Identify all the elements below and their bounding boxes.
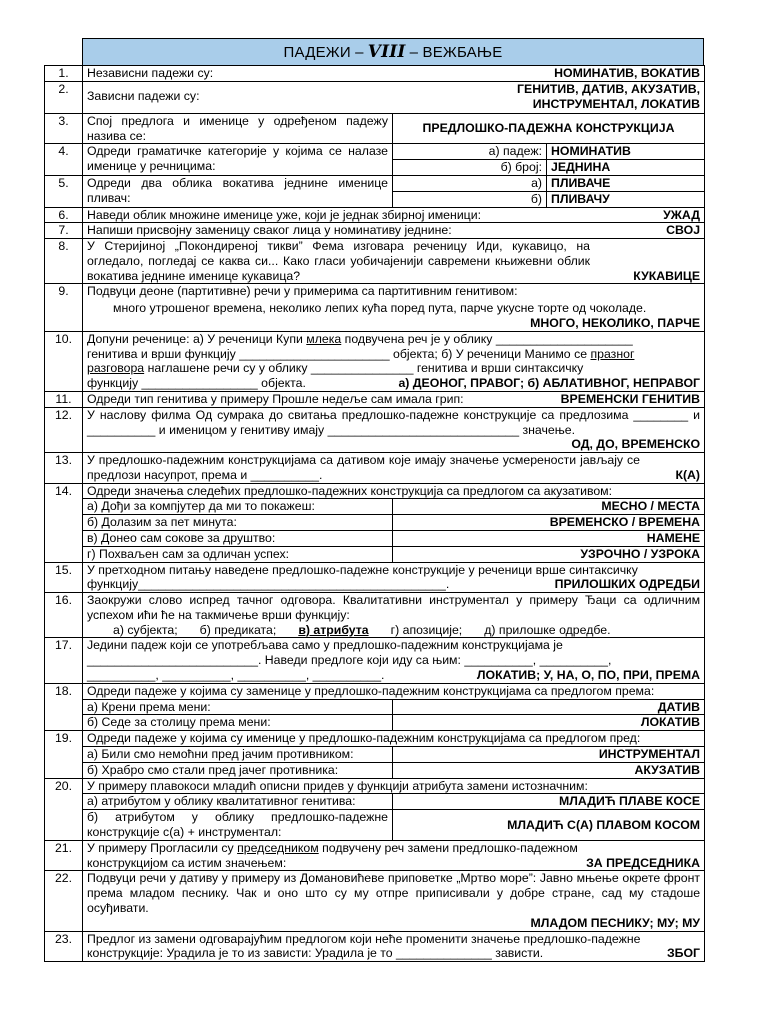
table-row: 10. Допуни реченице: а) У реченици Купи млека подвучена реч је у облику ____________________ генитива и врши функцију ______________________ објекта; б) У реченици Манимо се празног разговора наглашене речи су у облику _______________ генитива и врши синтаксичку функцију _________________ објекта. а) ДЕОНОГ, ПРАВОГ; б) АБЛАТИВНОГ, НЕПРАВОГ (45, 331, 705, 391)
table-row (45, 762, 705, 778)
table-row (45, 499, 705, 515)
question: Наведи облик множине именице уже, који је једнак збирној именици: (87, 207, 482, 222)
table-row (45, 546, 705, 562)
table-row (45, 810, 705, 841)
table-row (45, 699, 705, 715)
question: Одреди значења следећих предлошко-падежних конструкција са предлогом са акузативом: (83, 483, 705, 499)
question: Одреди падеже у којима су заменице у предлошко-падежним конструкцијама са предлогом према: (83, 683, 705, 699)
sub-question: а) Крени према мени: (83, 699, 393, 715)
answer: СВОЈ (666, 223, 701, 238)
table-row: 11. Одреди тип генитива у примеру Прошле недеље сам имала грип: ВРЕМЕНСКИ ГЕНИТИВ (45, 391, 705, 407)
option-c-correct[interactable]: в) атрибута (298, 622, 369, 637)
question: Зависни падежи су: (87, 89, 200, 104)
example-text: много утрошеног времена, неколико лепих кућа поред пута, парче укусне торте од чоколаде. (113, 301, 647, 316)
question: Напиши присвојну заменицу сваког лица у номинативу једнине: (87, 223, 452, 238)
answer: ЛОКАТИВ (393, 715, 705, 731)
question: Одреди граматичке категорије у којима се налазе именице у речницима: (83, 144, 393, 176)
answer: МЛАДОМ ПЕСНИКУ; МУ; МУ (530, 915, 701, 930)
option-d[interactable]: г) апозиције; (390, 622, 463, 637)
answer: ЗА ПРЕДСЕДНИКА (586, 855, 701, 870)
answer: ИНСТРУМЕНТАЛ (393, 747, 705, 763)
table-row: 18. Одреди падеже у којима су заменице у предлошко-падежним конструкцијама са предлогом према: (45, 683, 705, 699)
table-row: 17. Једини падеж који се употребљава само у предлошко-падежним конструкцијама је _________________________. Наведи предлоге који иду са њим: __________, __________, __________, __________, __________, __________. ЛОКАТИВ; У, НА, О, ПО, ПРИ, ПРЕМА (45, 638, 705, 683)
underlined-word: председником (237, 840, 319, 855)
answer-options (87, 623, 700, 638)
table-row: 16. Заокружи слово испред тачног одговора. Квалитативни инструментал у примеру Ђаци са одличним успехом ићи ће на такмичење врши функцију: а) субјекта; б) предиката; в) атрибута г) апозиције; д) прилошке одредбе. (45, 593, 705, 638)
table-row (45, 530, 705, 546)
answer: ВРЕМЕНСКИ ГЕНИТИВ (560, 391, 701, 406)
question: Подвуци деоне (партитивне) речи у примерима са партитивним генитивом: (87, 284, 518, 299)
answer: НОМИНАТИВ (547, 144, 705, 160)
table-row: 14. Одреди значења следећих предлошко-падежних конструкција са предлогом са акузативом: (45, 483, 705, 499)
table-row: 23. Предлог из замени одговарајућим предлогом који неће променити значење предлошко-падежне конструкције: Урадила је то из зависти: Урадила је то ______________ зависти. ЗБОГ (45, 931, 705, 962)
answer: УЖАД (663, 207, 701, 222)
table-row: 19. Одреди падеже у којима су именице у предлошко-падежним конструкцијама са предлогом пред: (45, 731, 705, 747)
table-row: 3. Спој предлога и именице у одређеном падежу назива се: ПРЕДЛОШКО-ПАДЕЖНА КОНСТРУКЦИЈА (45, 113, 705, 144)
question: Једини падеж који се употребљава само у предлошко-падежним конструкцијама је (87, 638, 563, 653)
answer: МЕСНО / МЕСТА (393, 499, 705, 515)
answer: ВРЕМЕНСКО / ВРЕМЕНА (393, 515, 705, 531)
option-b[interactable]: б) предиката; (199, 622, 277, 637)
table-row: 9. Подвуци деоне (партитивне) речи у примерима са партитивним генитивом: много утрошеног времена, неколико лепих кућа поред пута, парче укусне торте од чоколаде. МНОГО, НЕКОЛИКО, ПАРЧЕ (45, 284, 705, 331)
table-row: 5. Одреди два облика вокатива једнине именице пливач: а) ПЛИВАЧЕ (45, 175, 705, 191)
answer: ЗБОГ (666, 946, 701, 961)
answer: НАМЕНЕ (393, 530, 705, 546)
table-row: 2. Зависни падежи су: ГЕНИТИВ, ДАТИВ, АКУЗАТИВ, ИНСТРУМЕНТАЛ, ЛОКАТИВ (45, 81, 705, 113)
answer: ИНСТРУМЕНТАЛ, ЛОКАТИВ (532, 96, 701, 111)
table-row: 20. У примеру плавокоси младић описни придев у функцији атрибута замени истозначним: (45, 778, 705, 794)
question: Спој предлога и именице у одређеном падежу назива се: (83, 113, 393, 144)
label: а) падеж: (393, 144, 547, 160)
question: У Стеријиној „Покондиреној тикви” Фема изговара реченицу Иди, кукавицо, на огледало, погледај се каква си... Како гласи уобичајенији савремени књижевни облик вокатива једнине именице кукавица? (87, 239, 591, 283)
underlined-word: празног (590, 346, 635, 361)
answer: УЗРОЧНО / УЗРОКА (393, 546, 705, 562)
answer: ДАТИВ (393, 699, 705, 715)
answer: ЈЕДНИНА (547, 160, 705, 176)
label: б) број: (393, 160, 547, 176)
question: Одреди тип генитива у примеру Прошле недеље сам имала грип: (87, 391, 464, 406)
answer: ПЛИВАЧУ (547, 191, 705, 207)
table-row (45, 515, 705, 531)
answer: МНОГО, НЕКОЛИКО, ПАРЧЕ (530, 315, 701, 330)
table-row: 8. У Стеријиној „Покондиреној тикви” Фема изговара реченицу Иди, кукавицо, на огледало, погледај се каква си... Како гласи уобичајенији савремени књижевни облик вокатива једнине именице кукавица? КУКАВИЦЕ (45, 239, 705, 284)
table-row: 12. У наслову филма Од сумрака до свитања предлошко-падежне конструкције са предлозима ________ и __________ и именицом у генитиву имају ____________________________ значење. ОД, ДО, ВРЕМЕНСКО (45, 407, 705, 452)
answer: ГЕНИТИВ, ДАТИВ, АКУЗАТИВ, (517, 81, 701, 96)
table-row (45, 747, 705, 763)
answer: НОМИНАТИВ, ВОКАТИВ (554, 66, 701, 80)
worksheet (44, 38, 704, 962)
question: Независни падежи су: (87, 66, 214, 80)
answer: ПЛИВАЧЕ (547, 175, 705, 191)
answer: а) ДЕОНОГ, ПРАВОГ; б) АБЛАТИВНОГ, НЕПРАВОГ (398, 376, 701, 391)
table-row: 4. Одреди граматичке категорије у којима се налазе именице у речницима: а) падеж: НОМИНАТИВ (45, 144, 705, 160)
sub-question: а) Дођи за компјутер да ми то покажеш: (83, 499, 393, 515)
answer: ЛОКАТИВ; У, НА, О, ПО, ПРИ, ПРЕМА (476, 668, 701, 683)
question: Одреди падеже у којима су именице у предлошко-падежним конструкцијама са предлогом пред: (83, 731, 705, 747)
sub-question: а) атрибутом у облику квалитативног генитива: (83, 794, 393, 810)
answer: ПРИЛОШКИХ ОДРЕДБИ (554, 577, 701, 592)
answer: МЛАДИЋ С(А) ПЛАВОМ КОСОМ (393, 810, 705, 841)
answer: КУКАВИЦЕ (633, 268, 701, 283)
roman-numeral: VIII (367, 42, 406, 62)
exercise-table (44, 65, 705, 962)
answer: К(А) (675, 467, 701, 482)
question: У примеру плавокоси младић описни придев у функцији атрибута замени истозначним: (83, 778, 705, 794)
sub-question: б) Седе за столицу према мени: (83, 715, 393, 731)
label: б) (393, 191, 547, 207)
table-row: 7. Напиши присвојну заменицу сваког лица у номинативу једнине: СВОЈ (45, 223, 705, 239)
underlined-word: млека (306, 331, 342, 346)
table-row: 15. У претходном питању наведене предлошко-падежне конструкције у реченици врше синтаксичку функцију_____________________________________________. ПРИЛОШКИХ ОДРЕДБИ (45, 562, 705, 593)
question: Предлог из замени одговарајућим предлогом који неће променити значење предлошко-падежне (87, 931, 641, 946)
table-row (45, 794, 705, 810)
table-row: 13. У предлошко-падежним конструкцијама са дативом које имају значење усмерености јављају се предлози насупрот, према и __________. К(А) (45, 453, 705, 483)
table-row: 1. Независни падежи су: НОМИНАТИВ, ВОКАТИВ (45, 66, 705, 82)
label: а) (393, 175, 547, 191)
sub-question: б) Долазим за пет минута: (83, 515, 393, 531)
question: У наслову филма Од сумрака до свитања предлошко-падежне конструкције са предлозима ________ и __________ и именицом у генитиву имају ____________________________ значење. (87, 407, 701, 437)
question: У предлошко-падежним конструкцијама са дативом које имају значење усмерености јављају се предлози насупрот, према и __________. (87, 453, 641, 482)
sub-question: б) атрибутом у облику предлошко-падежне конструкције с(а) + инструментал: (83, 810, 393, 841)
table-row (45, 715, 705, 731)
sub-question: г) Похваљен сам за одличан успех: (83, 546, 393, 562)
sub-question: б) Храбро смо стали пред јачег противника: (83, 762, 393, 778)
question: Заокружи слово испред тачног одговора. Квалитативни инструментал у примеру Ђаци са одличним успехом ићи ће на такмичење врши функцију: (87, 593, 701, 622)
answer: ПРЕДЛОШКО-ПАДЕЖНА КОНСТРУКЦИЈА (393, 113, 705, 144)
answer: ОД, ДО, ВРЕМЕНСКО (571, 437, 701, 452)
worksheet-title: ПАДЕЖИ – VIII – ВЕЖБАЊЕ (82, 38, 704, 65)
table-row: 6. Наведи облик множине именице уже, који је једнак збирној именици: УЖАД (45, 207, 705, 223)
table-row: 22. Подвуци речи у дативу у примеру из Домановићеве приповетке „Мртво море”: Јавно мњење окрете фронт према младом песнику. Чак и оно што су му отпре приписивали у добре стране, сад му стадоше осуђивати. МЛАДОМ ПЕСНИКУ; МУ; МУ (45, 871, 705, 931)
question: У претходном питању наведене предлошко-падежне конструкције у реченици врше синтаксичку (87, 562, 638, 577)
option-a[interactable]: а) субјекта; (113, 622, 178, 637)
option-e[interactable]: д) прилошке одредбе. (484, 622, 611, 637)
sub-question: в) Донео сам сокове за друштво: (83, 530, 393, 546)
answer: МЛАДИЋ ПЛАВЕ КОСЕ (393, 794, 705, 810)
question: Подвуци речи у дативу у примеру из Домановићеве приповетке „Мртво море”: Јавно мњење окрете фронт према младом песнику. Чак и оно што су му отпре приписивали у добре стране, сад му стадоше осуђивати. (87, 871, 701, 916)
underlined-word: разговора (87, 361, 145, 376)
question: Одреди два облика вокатива једнине именице пливач: (83, 175, 393, 207)
sub-question: а) Били смо немоћни пред јачим противником: (83, 747, 393, 763)
table-row: 21. У примеру Прогласили су председником подвучену реч замени предлошко-падежном конструкцијом са истим значењем: ЗА ПРЕДСЕДНИКА (45, 840, 705, 871)
answer: АКУЗАТИВ (393, 762, 705, 778)
